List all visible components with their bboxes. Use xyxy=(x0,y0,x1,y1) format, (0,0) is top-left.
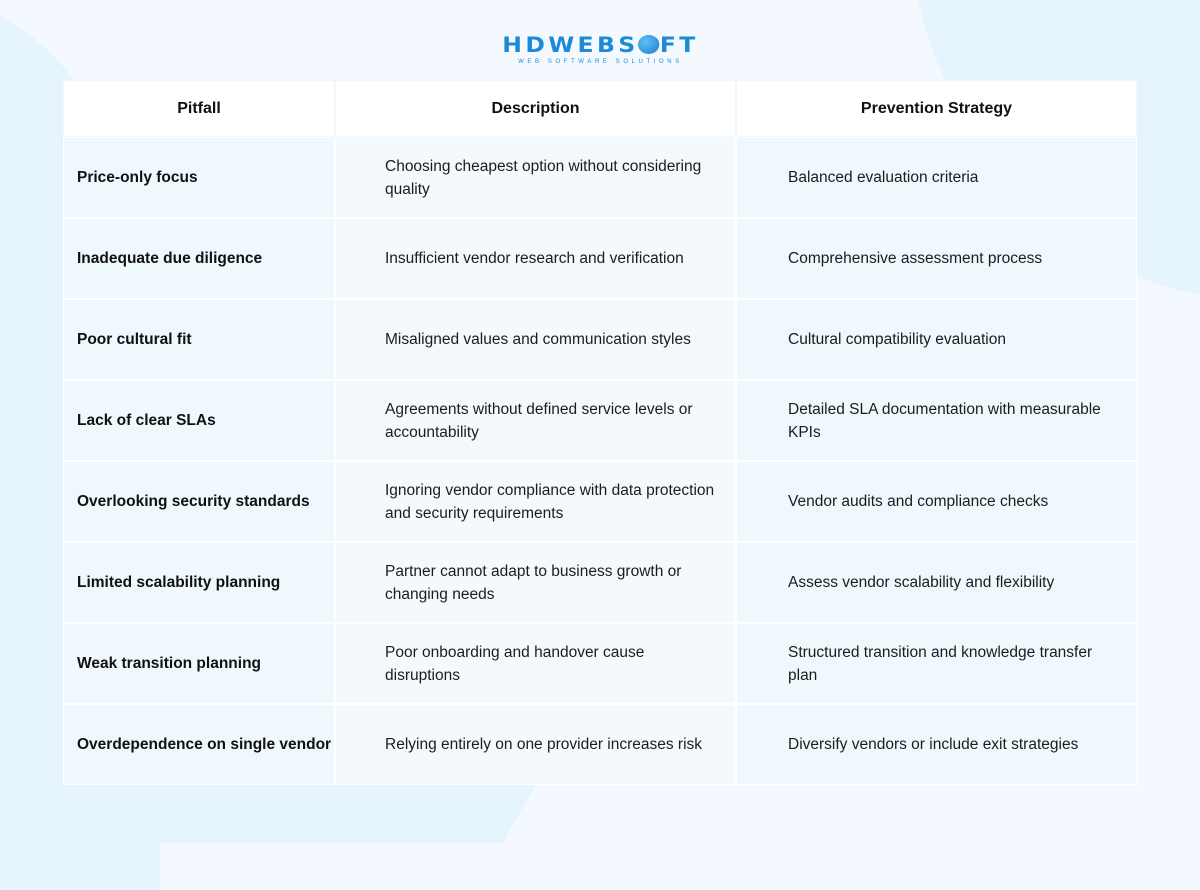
pitfalls-table xyxy=(63,80,1137,785)
header-description: Description xyxy=(335,80,736,137)
logo-text-start: HDWEBS xyxy=(502,33,639,57)
header-prevention-strategy: Prevention Strategy xyxy=(736,80,1137,137)
table-row xyxy=(63,137,1137,218)
table-header-row xyxy=(63,80,1137,137)
table-row xyxy=(63,623,1137,704)
logo-text-end: FT xyxy=(659,33,699,57)
strategy-cell: Cultural compatibility evaluation xyxy=(736,299,1137,380)
pitfall-cell: Poor cultural fit xyxy=(63,299,335,380)
description-cell: Agreements without defined service levels or accountability xyxy=(335,380,736,461)
background-shape-bottom xyxy=(0,783,537,843)
description-cell: Partner cannot adapt to business growth or changing needs xyxy=(335,542,736,623)
strategy-cell: Vendor audits and compliance checks xyxy=(736,461,1137,542)
pitfall-cell: Overdependence on single vendor xyxy=(63,704,335,785)
strategy-cell: Structured transition and knowledge transfer plan xyxy=(736,623,1137,704)
strategy-cell: Detailed SLA documentation with measurable KPIs xyxy=(736,380,1137,461)
globe-icon xyxy=(639,35,660,54)
pitfall-cell: Lack of clear SLAs xyxy=(63,380,335,461)
description-cell: Insufficient vendor research and verification xyxy=(335,218,736,299)
table-row xyxy=(63,218,1137,299)
table-row xyxy=(63,542,1137,623)
table-row xyxy=(63,704,1137,785)
description-cell: Ignoring vendor compliance with data protection and security requirements xyxy=(335,461,736,542)
hdwebsoft-logo xyxy=(503,34,698,68)
strategy-cell: Comprehensive assessment process xyxy=(736,218,1137,299)
description-cell: Poor onboarding and handover cause disruptions xyxy=(335,623,736,704)
logo-wordmark xyxy=(491,34,709,56)
logo-tagline: WEB SOFTWARE SOLUTIONS xyxy=(518,59,683,65)
strategy-cell: Diversify vendors or include exit strategies xyxy=(736,704,1137,785)
pitfall-cell: Overlooking security standards xyxy=(63,461,335,542)
description-cell: Relying entirely on one provider increases risk xyxy=(335,704,736,785)
table-row xyxy=(63,461,1137,542)
table-row xyxy=(63,299,1137,380)
strategy-cell: Assess vendor scalability and flexibility xyxy=(736,542,1137,623)
description-cell: Misaligned values and communication styles xyxy=(335,299,736,380)
pitfall-cell: Price-only focus xyxy=(63,137,335,218)
pitfall-cell: Weak transition planning xyxy=(63,623,335,704)
header-pitfall: Pitfall xyxy=(63,80,335,137)
table-row xyxy=(63,380,1137,461)
pitfall-cell: Limited scalability planning xyxy=(63,542,335,623)
pitfall-cell: Inadequate due diligence xyxy=(63,218,335,299)
description-cell: Choosing cheapest option without considering quality xyxy=(335,137,736,218)
strategy-cell: Balanced evaluation criteria xyxy=(736,137,1137,218)
